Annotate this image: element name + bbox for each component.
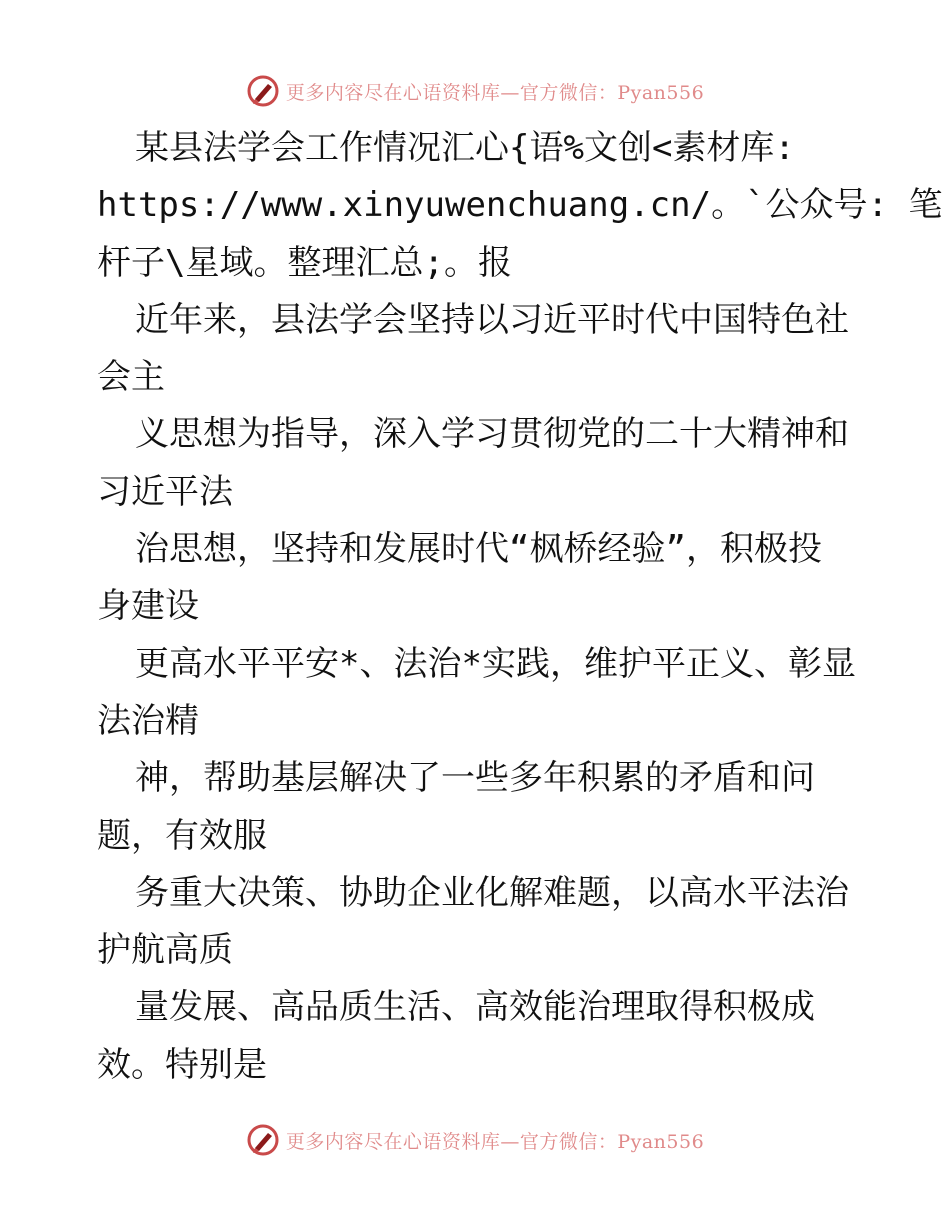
text-line: 护航高质 — [97, 930, 233, 971]
pen-logo-icon — [246, 74, 280, 108]
text-line: 务重大决策、协助企业化解难题，以高水平法治 — [135, 872, 849, 913]
text-line: 近年来，县法学会坚持以习近平时代中国特色社 — [135, 299, 849, 340]
text-line: 题，有效服 — [97, 815, 267, 856]
document-body — [97, 120, 943, 1094]
header-banner-text: 更多内容尽在心语资料库—官方微信：Pyan556 — [285, 81, 705, 104]
text-line: 治思想，坚持和发展时代“枫桥经验”，积极投 — [135, 529, 822, 570]
text-line: https://www.xinyuwenchuang.cn/。`公众号: 笔 — [97, 185, 943, 226]
footer-banner-text: 更多内容尽在心语资料库—官方微信：Pyan556 — [285, 1130, 705, 1153]
footer-banner-content[interactable] — [246, 1123, 704, 1157]
text-line: 习近平法 — [97, 471, 233, 512]
text-line: 身建设 — [97, 586, 199, 627]
text-line: 神，帮助基层解决了一些多年积累的矛盾和问 — [135, 758, 815, 799]
text-line: 会主 — [97, 357, 165, 398]
text-line: 杆子\星域。整理汇总;。报 — [97, 242, 512, 283]
header-banner — [0, 71, 950, 111]
text-line: 某县法学会工作情况汇心{语%文创<素材库: — [135, 128, 795, 168]
text-line: 量发展、高品质生活、高效能治理取得积极成 — [135, 987, 815, 1028]
text-line: 法治精 — [97, 700, 199, 741]
text-line: 效。特别是 — [97, 1044, 267, 1085]
pen-logo-icon — [246, 1123, 280, 1157]
footer-banner — [0, 1120, 950, 1160]
text-line: 更高水平平安*、法治*实践，维护平正义、彰显 — [135, 643, 856, 684]
text-line: 义思想为指导，深入学习贯彻党的二十大精神和 — [135, 414, 849, 455]
header-banner-content[interactable] — [246, 74, 704, 108]
